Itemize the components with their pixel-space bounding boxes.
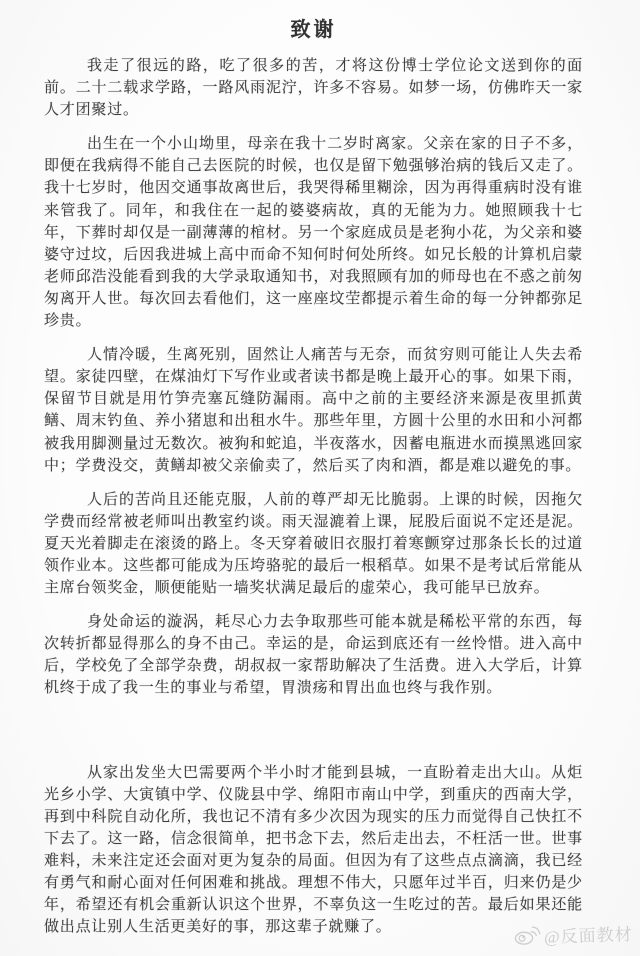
watermark bbox=[513, 918, 634, 951]
paragraph-2: 出生在一个小山坳里，母亲在我十二岁时离家。父亲在家的日子不多，即便在我病得不能自己去医院的时候，也仅是留下勉强够治病的钱后又走了。我十七岁时，他因交通事故离世后，我哭得稀里糊涂，因为再得重病时没有谁来管我了。同年，和我住在一起的婆婆病故，真的无能为力。她照顾我十七年，下葬时却仅是一副薄薄的棺材。另一个家庭成员是老狗小花，为父亲和婆婆守过坟，后因我进城上高中而命不知何时何处所终。如兄长般的计算机启蒙老师邱浩没能看到我的大学录取通知书，对我照顾有加的师母也在不惑之前匆匆离开人世。每次回去看他们，这一座座坟茔都提示着生命的每一分钟都弥足珍贵。 bbox=[44, 136, 583, 330]
page-title: 致谢 bbox=[290, 19, 337, 41]
paragraph-3: 人情冷暖，生离死别，固然让人痛苦与无奈，而贫穷则可能让人失去希望。家徒四壁，在煤油灯下写作业或者读书都是晚上最开心的事。如果下雨，保留节目就是用竹笋壳塞瓦缝防漏雨。高中之前的主要经济来源是夜里抓黄鳝、周末钓鱼、养小猪崽和出租水牛。那些年里，方圆十公里的水田和小河都被我用脚测量过无数次。被狗和蛇追，半夜落水，因蓄电瓶进水而摸黑逃回家中；学费没交，黄鳝却被父亲偷卖了，然后买了肉和酒，都是难以避免的事。 bbox=[44, 347, 583, 474]
paragraph-4: 人后的苦尚且还能克服，人前的尊严却无比脆弱。上课的时候，因拖欠学费而经常被老师叫出教室约谈。雨天湿漉着上课，屁股后面说不定还是泥。夏天光着脚走在滚烫的路上。冬天穿着破旧衣服打着寒颤穿过那条长长的过道领作业本。这些都可能成为压垮骆驼的最后一根稻草。如果不是考试后常能从主席台领奖金，顺便能贴一墙奖状满足最后的虚荣心，我可能早已放弃。 bbox=[44, 491, 583, 597]
paragraph-5: 身处命运的漩涡，耗尽心力去争取那些可能本就是稀松平常的东西，每次转折都显得那么的身不由己。幸运的是，命运到底还有一丝怜惜。进入高中后，学校免了全部学杂费，胡叔叔一家帮助解决了生活费。进入大学后，计算机终于成了我一生的事业与希望，胃溃疡和胃出血也终与我作别。 bbox=[44, 614, 583, 697]
weibo-icon bbox=[513, 923, 542, 951]
paragraph-1: 我走了很远的路，吃了很多的苦，才将这份博士学位论文送到你的面前。二十二载求学路，一路风雨泥泞，许多不容易。如梦一场，仿佛昨天一家人才团聚过。 bbox=[44, 58, 583, 119]
watermark-handle: @反面教材 bbox=[544, 924, 634, 947]
paragraph-6: 从家出发坐大巴需要两个半小时才能到县城，一直盼着走出大山。从炬光乡小学、大寅镇中学、仪陇县中学、绵阳市南山中学，到重庆的西南大学，再到中科院自动化所，我也记不清有多少次因为现实的压力而觉得自己快扛不下去了。这一路，信念很简单，把书念下去，然后走出去，不枉活一世。世事难料，未来注定还会面对更为复杂的局面。但因为有了这些点点滴滴，我已经有勇气和耐心面对任何困难和挑战。理想不伟大，只愿年过半百，归来仍是少年，希望还有机会重新认识这个世界，不辜负这一生吃过的苦。最后如果还能做出点让别人生活更美好的事，那这辈子就赚了。 bbox=[44, 764, 583, 936]
